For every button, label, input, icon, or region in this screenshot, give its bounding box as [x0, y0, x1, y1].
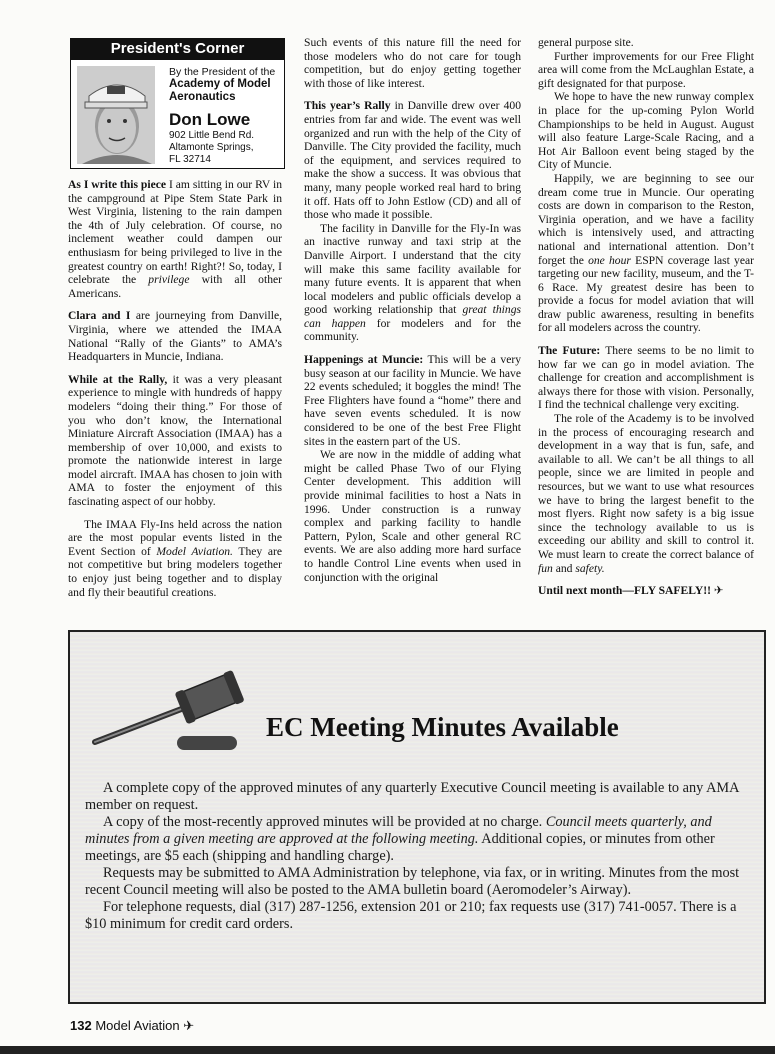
emphasis: Model Aviation.: [156, 544, 233, 558]
emphasis: Council meets quarterly, and minutes from a given meeting are approved at the following meeting.: [85, 814, 712, 847]
text: Additional copies, or minutes from other meetings, are $5 each (shipping and handling charge).: [85, 831, 715, 864]
president-name: Don Lowe: [169, 110, 251, 129]
ec-body: [85, 780, 745, 933]
paragraph: [68, 309, 282, 363]
magazine-title: Model Aviation: [95, 1018, 180, 1033]
text: They are not competitive but bring modelers together to enjoy just being together and to display and fly their beautiful creations.: [68, 544, 282, 599]
text: it was a very pleasant experience to mingle with hundreds of happy modelers “doing their thing.” For those of you who don’t know, the International Miniature Aircraft Association (IMAA) has a membership of over 10,000, and exists to promote the nationwide interest in large model aircraft. IMAA has chosen to join with AMA to foster the enjoyment of this fascinating aspect of our hobby.: [68, 372, 283, 509]
emphasis: safety.: [575, 561, 605, 575]
by-line: By the President of the: [169, 66, 276, 78]
text: I am sitting in our RV in the campground at Pipe Stem State Park in West Virginia, listening to the rain dampen the 4th of July celebration. Of course, no inclement weather could dampen our enthusiasm for being privileged to live in the greatest country on earth! Right?! So, today, I celebrate the: [68, 178, 282, 287]
text: ESPN coverage last year targeting our new facility, museum, and the T-6 Race. My greatest desire has been to provide a focus for model aviation that will draw public awareness, resulting in benefits for all modelers across the country.: [538, 253, 754, 335]
ec-paragraph: For telephone requests, dial (317) 287-1256, extension 201 or 210; fax requests use (317) 741-0057. There is a $10 minimum for credit card orders.: [85, 899, 737, 932]
presidents-corner-header: President's Corner: [70, 38, 285, 60]
emphasis: great things can happen: [304, 303, 522, 330]
paragraph: [304, 99, 521, 221]
ec-paragraph: [85, 814, 745, 865]
ec-title: EC Meeting Minutes Available: [266, 712, 619, 742]
paragraph: [68, 518, 282, 600]
column-3: [538, 36, 754, 607]
lead-in: While at the Rally,: [68, 372, 168, 386]
text: and: [552, 561, 576, 575]
gavel-icon: [85, 660, 265, 760]
lead-in: The Future:: [538, 344, 601, 358]
text: for modelers and for the community.: [304, 316, 521, 344]
column-2: [304, 36, 521, 584]
paragraph: [68, 373, 282, 509]
text: A copy of the most-recently approved minutes will be provided at no charge.: [103, 814, 546, 830]
org-line-2: Aeronautics: [169, 91, 236, 103]
text: The role of the Academy is to be involved in the process of encouraging research and development in a way that is fun, safe, and available to all. We can’t be all things to all people, since we are limited in people and resources, but we want to use what resources we have to bring the largest benefit to the most flyers. Right now safety is a big issue since the technology available to us is exceeding our ability and skill to control it. We must learn to create the correct balance of: [538, 412, 754, 561]
address-line-3: FL 32714: [169, 154, 211, 165]
text: Happily, we are beginning to see our dream come true in Muncie. Our operating costs are down in comparison to the Reston, Virginia operation, and we have a facility which is intensively used, and attracting national and international attention. Don’t forget the: [538, 171, 754, 267]
address-line-1: 902 Little Bend Rd.: [169, 130, 255, 141]
text: The facility in Danville for the Fly-In was an inactive runway and taxi strip at the Danville Airport. I understand that the city will make this same facility available for many future events. It is apparent that when local modelers and public officials develop a good working relationship that: [304, 221, 521, 317]
page-number: 132: [70, 1018, 92, 1033]
org-line-1: Academy of Model: [169, 78, 271, 90]
lead-in: This year’s Rally: [304, 99, 391, 113]
presidents-corner-box: [70, 60, 285, 169]
president-info: [169, 66, 275, 166]
ec-paragraph: Requests may be submitted to AMA Administration by telephone, via fax, or in writing. Minutes from the most recent Council meeting will also be posted to the AMA bulletin board (Aeromodeler’s Airway).: [85, 865, 740, 898]
emphasis: one hour: [588, 253, 631, 267]
emphasis: fun: [538, 561, 553, 575]
address-line-2: Altamonte Springs,: [169, 142, 254, 153]
text: This will be a very busy season at our facility in Muncie. We have 22 events scheduled; it boggles the mind! The Free Flighters have found a “home” there and have seven events scheduled. It is now considered to be one of the best Free Flight sites in the eastern part of the US.: [304, 353, 521, 448]
column-1: [68, 178, 282, 599]
lead-in: Happenings at Muncie:: [304, 353, 424, 367]
text: There seems to be no limit to how far we can go in model aviation. The challenge for creation and accomplishment is always there for those with vision. Personally, I find the technical challenge very exciting.: [538, 344, 754, 412]
airplane-icon: ✈: [183, 1018, 195, 1033]
paragraph: general purpose site.: [538, 36, 634, 49]
page-edge: [0, 1046, 775, 1054]
paragraph: We are now in the middle of adding what might be called Phase Two of our Flying Center development. This addition will provide minimal facilities to host a Nats in 1996. Under construction is a runway complex and parking facility to handle Pattern, Pylon, Scale and other general RC events. We are also adding more hard surface to handle Control Line events when used in conjunction with the original: [304, 448, 521, 584]
ec-paragraph: A complete copy of the approved minutes of any quarterly Executive Council meeting is available to any AMA member on request.: [85, 780, 739, 813]
paragraph: [538, 172, 754, 335]
page-footer: [70, 1018, 194, 1034]
paragraph: [304, 353, 521, 448]
closing-line: [538, 584, 754, 598]
paragraph: [538, 344, 754, 412]
text: are journeying from Danville, Virginia, where we attended the IMAA National “Rally of the Giants” to AMA’s Headquarters in Muncie, Indiana.: [68, 309, 282, 364]
paragraph: We hope to have the new runway complex in place for the up-coming Pylon World Championships to be held in August. August will also feature Large-Scale Racing, and a Hot Air Balloon event being staged by the City of Muncie.: [538, 90, 754, 172]
paragraph: [68, 178, 282, 300]
text: The IMAA Fly-Ins held across the nation are the most popular events listed in the Event Section of: [68, 517, 282, 558]
lead-in: Clara and I: [68, 309, 131, 323]
airplane-icon: ✈: [713, 584, 724, 598]
paragraph: [304, 222, 521, 344]
emphasis: privilege: [148, 273, 190, 287]
text: with all other Americans.: [68, 273, 282, 300]
closing-text: Until next month—FLY SAFELY!!: [538, 584, 711, 598]
paragraph: Further improvements for our Free Flight area will come from the McLaughlan Estate, a gift designated for that purpose.: [538, 49, 754, 90]
text: in Danville drew over 400 entries from far and wide. The event was well organized and run with the help of the City of Danville. The City provided the facility, much of the equipment, and services required to make the show a success. It was obvious that many, many people worked real hard to bring it off. Hats off to John Estlow (CD) and all of those who made it possible.: [304, 99, 521, 222]
paragraph: Such events of this nature fill the need for those modelers who do not care for tough competition, but do enjoy getting together with those of like interest.: [304, 36, 521, 90]
lead-in: As I write this piece: [68, 178, 167, 191]
paragraph: [538, 412, 754, 575]
president-photo: [77, 66, 155, 164]
